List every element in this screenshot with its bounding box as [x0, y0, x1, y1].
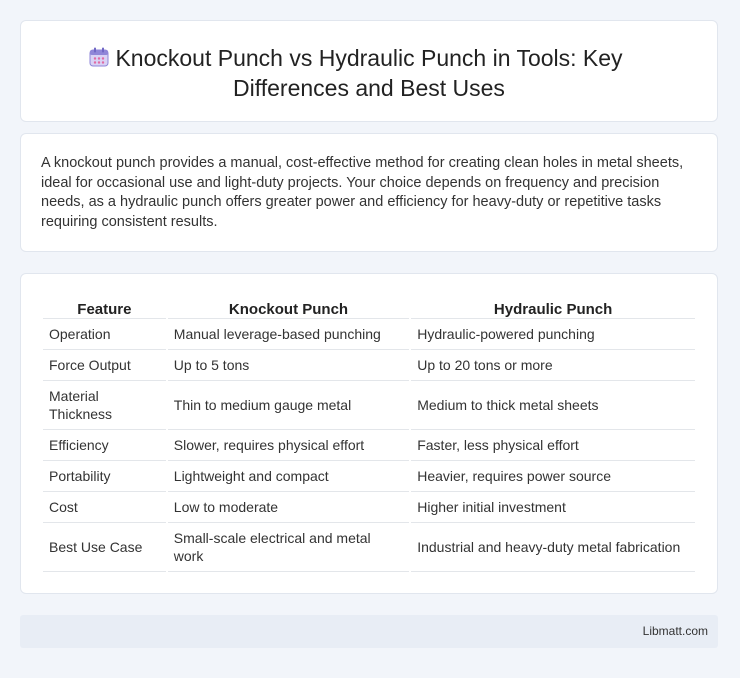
- row-hydraulic-value: Up to 20 tons or more: [411, 350, 695, 381]
- row-feature: Portability: [43, 461, 166, 492]
- footer-site-link[interactable]: Libmatt.com: [642, 624, 708, 638]
- row-knockout-value: Lightweight and compact: [168, 461, 409, 492]
- row-hydraulic-value: Industrial and heavy-duty metal fabrication: [411, 523, 695, 572]
- table-header-row: [43, 294, 695, 319]
- page-title-line-1: Knockout Punch vs Hydraulic Punch in Tools: Key: [115, 45, 623, 71]
- page-title-line-2: Differences and Best Uses: [233, 75, 505, 101]
- title-card: [20, 20, 718, 122]
- row-hydraulic-value: Faster, less physical effort: [411, 430, 695, 461]
- row-hydraulic-value: Medium to thick metal sheets: [411, 381, 695, 430]
- row-knockout-value: Low to moderate: [168, 492, 409, 523]
- row-feature: Cost: [43, 492, 166, 523]
- row-feature: Force Output: [43, 350, 166, 381]
- intro-card: [20, 133, 718, 252]
- comparison-card: [20, 273, 718, 594]
- column-header-hydraulic-punch: Hydraulic Punch: [411, 294, 695, 319]
- row-knockout-value: Slower, requires physical effort: [168, 430, 409, 461]
- table-row: [43, 350, 695, 381]
- table-row: [43, 523, 695, 572]
- row-knockout-value: Small-scale electrical and metal work: [168, 523, 409, 572]
- row-feature: Efficiency: [43, 430, 166, 461]
- table-row: [43, 461, 695, 492]
- row-hydraulic-value: Heavier, requires power source: [411, 461, 695, 492]
- table-row: [43, 319, 695, 350]
- table-row: [43, 381, 695, 430]
- intro-paragraph: A knockout punch provides a manual, cost-effective method for creating clean holes in metal sheets, ideal for occasional use and light-duty projects. Your choice depends on frequency and precision needs, as a hydraulic punch offers greater power and efficiency for heavy-duty or repetitive tasks requiring consistent results.: [41, 155, 684, 230]
- table-row: [43, 492, 695, 523]
- row-hydraulic-value: Hydraulic-powered punching: [411, 319, 695, 350]
- footer: [20, 615, 718, 648]
- table-row: [43, 430, 695, 461]
- page-title: [21, 43, 717, 103]
- row-feature: Operation: [43, 319, 166, 350]
- column-header-feature: Feature: [43, 294, 166, 319]
- row-knockout-value: Up to 5 tons: [168, 350, 409, 381]
- comparison-table: [41, 294, 697, 572]
- row-hydraulic-value: Higher initial investment: [411, 492, 695, 523]
- column-header-knockout-punch: Knockout Punch: [168, 294, 409, 319]
- row-feature: Best Use Case: [43, 523, 166, 572]
- row-knockout-value: Thin to medium gauge metal: [168, 381, 409, 430]
- row-feature: Material Thickness: [43, 381, 166, 430]
- row-knockout-value: Manual leverage-based punching: [168, 319, 409, 350]
